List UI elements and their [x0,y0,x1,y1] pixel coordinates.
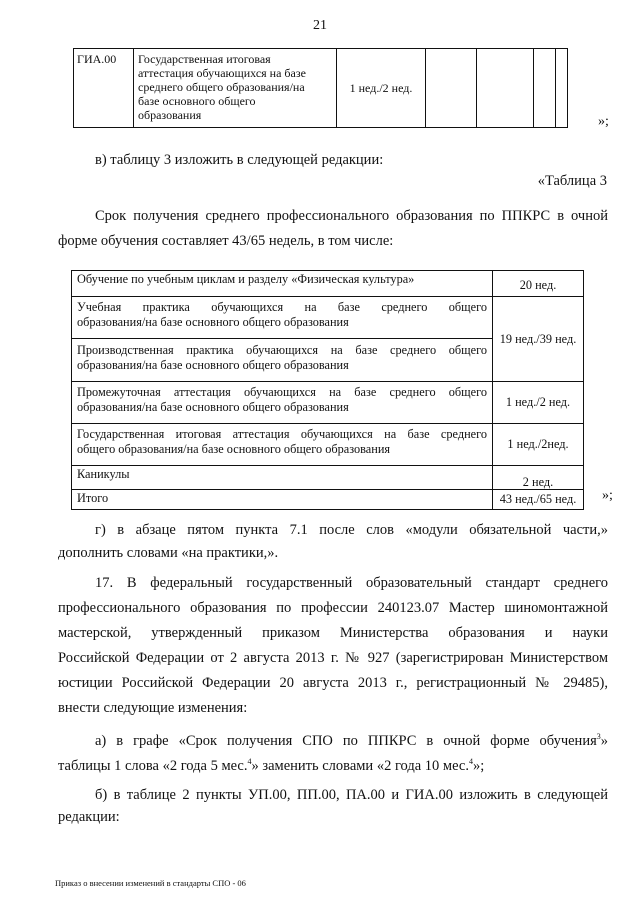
page-number: 21 [313,18,327,33]
paragraph-17-line: внести следующие изменения: [58,700,248,716]
text-run: »; [472,758,485,774]
row-label [72,339,493,382]
label-line: Учебная практика обучающихся на базе среднего общего [77,300,487,314]
row-value: 2 нед. [493,466,584,490]
table-row [72,297,584,339]
row-label [72,424,493,466]
closing-quote: »; [598,114,609,129]
row-value: 19 нед./39 нед. [493,297,584,382]
description-line: аттестация обучающихся на базе [138,66,306,80]
table-row [74,49,568,128]
paragraph-a-line-2 [58,755,484,777]
paragraph-17-line: мастерской, утвержденный приказом Министерства образования и науки [58,625,608,641]
label-line: общего образования/на базе основного общего образования [77,441,391,456]
duration-cell: 1 нед./2 нед. [337,49,426,128]
intro-line-1: Срок получения среднего профессионального образования по ППКРС в очной [95,208,608,224]
table-row [72,382,584,424]
empty-cell [534,49,556,128]
paragraph-v: в) таблицу 3 изложить в следующей редакции: [95,152,384,168]
paragraph-g-line-2: дополнить словами «на практики,». [58,545,279,561]
paragraph-a-line-1 [95,730,608,752]
description-cell [134,49,337,128]
paragraph-g-line-1: г) в абзаце пятом пункта 7.1 после слов «модули обязательной части,» [95,522,608,538]
paragraph-17-line: профессионального образования по профессии 240123.07 Мастер шиномонтажной [58,600,608,616]
footnote-ref: 4 [468,757,473,767]
table-caption: «Таблица 3 [537,173,607,189]
description-line: базе основного общего [138,94,256,108]
row-label [72,382,493,424]
footnote-ref: 4 [247,757,252,767]
table-gia [73,48,568,128]
empty-cell [477,49,534,128]
paragraph-b-line-1: б) в таблице 2 пункты УП.00, ПП.00, ПА.00 и ГИА.00 изложить в следующей [95,787,608,803]
footnote-ref: 3 [596,732,601,742]
row-label: Итого [72,490,493,510]
text-run: » заменить словами «2 года 10 мес. [251,758,469,774]
text-run: таблицы 1 слова «2 года 5 мес. [58,758,248,774]
table-row [72,466,584,490]
text-run: а) в графе «Срок получения СПО по ППКРС в очной форме обучения [95,733,597,749]
row-label: Каникулы [72,466,493,490]
row-label: Обучение по учебным циклам и разделу «Физическая культура» [72,271,493,297]
paragraph-17-line: Российской Федерации от 2 августа 2013 г. № 927 (зарегистрирован Министерством [58,650,608,666]
label-line: Производственная практика обучающихся на базе среднего общего [77,343,487,357]
empty-cell [556,49,568,128]
paragraph-17-line: юстиции Российской Федерации 20 августа 2013 г., регистрационный № 29485), [58,675,608,691]
footer-note: Приказ о внесении изменений в стандарты СПО - 06 [55,878,246,888]
table-3 [71,270,584,510]
label-line: образования/на базе основного общего образования [77,399,349,414]
paragraph-17-line: 17. В федеральный государственный образовательный стандарт среднего [95,575,608,591]
empty-cell [426,49,477,128]
description-line: среднего общего образования/на [138,80,305,94]
label-line: образования/на базе основного общего образования [77,357,349,372]
table-row [72,424,584,466]
text-run: » [600,733,608,749]
table-row [72,271,584,297]
row-value: 20 нед. [493,271,584,297]
row-value: 1 нед./2 нед. [493,382,584,424]
description-line: Государственная итоговая [138,52,271,66]
label-line: Промежуточная аттестация обучающихся на базе среднего общего [77,385,487,399]
paragraph-b-line-2: редакции: [58,809,120,825]
table-row [72,490,584,510]
closing-quote: »; [602,488,613,503]
row-value: 1 нед./2нед. [493,424,584,466]
row-value: 43 нед./65 нед. [493,490,584,510]
code-cell: ГИА.00 [74,49,134,128]
label-line: образования/на базе основного общего образования [77,314,349,329]
description-line: образования [138,108,202,122]
label-line: Государственная итоговая аттестация обучающихся на базе среднего [77,427,487,441]
intro-line-2: форме обучения составляет 43/65 недель, в том числе: [58,233,394,249]
row-label [72,297,493,339]
